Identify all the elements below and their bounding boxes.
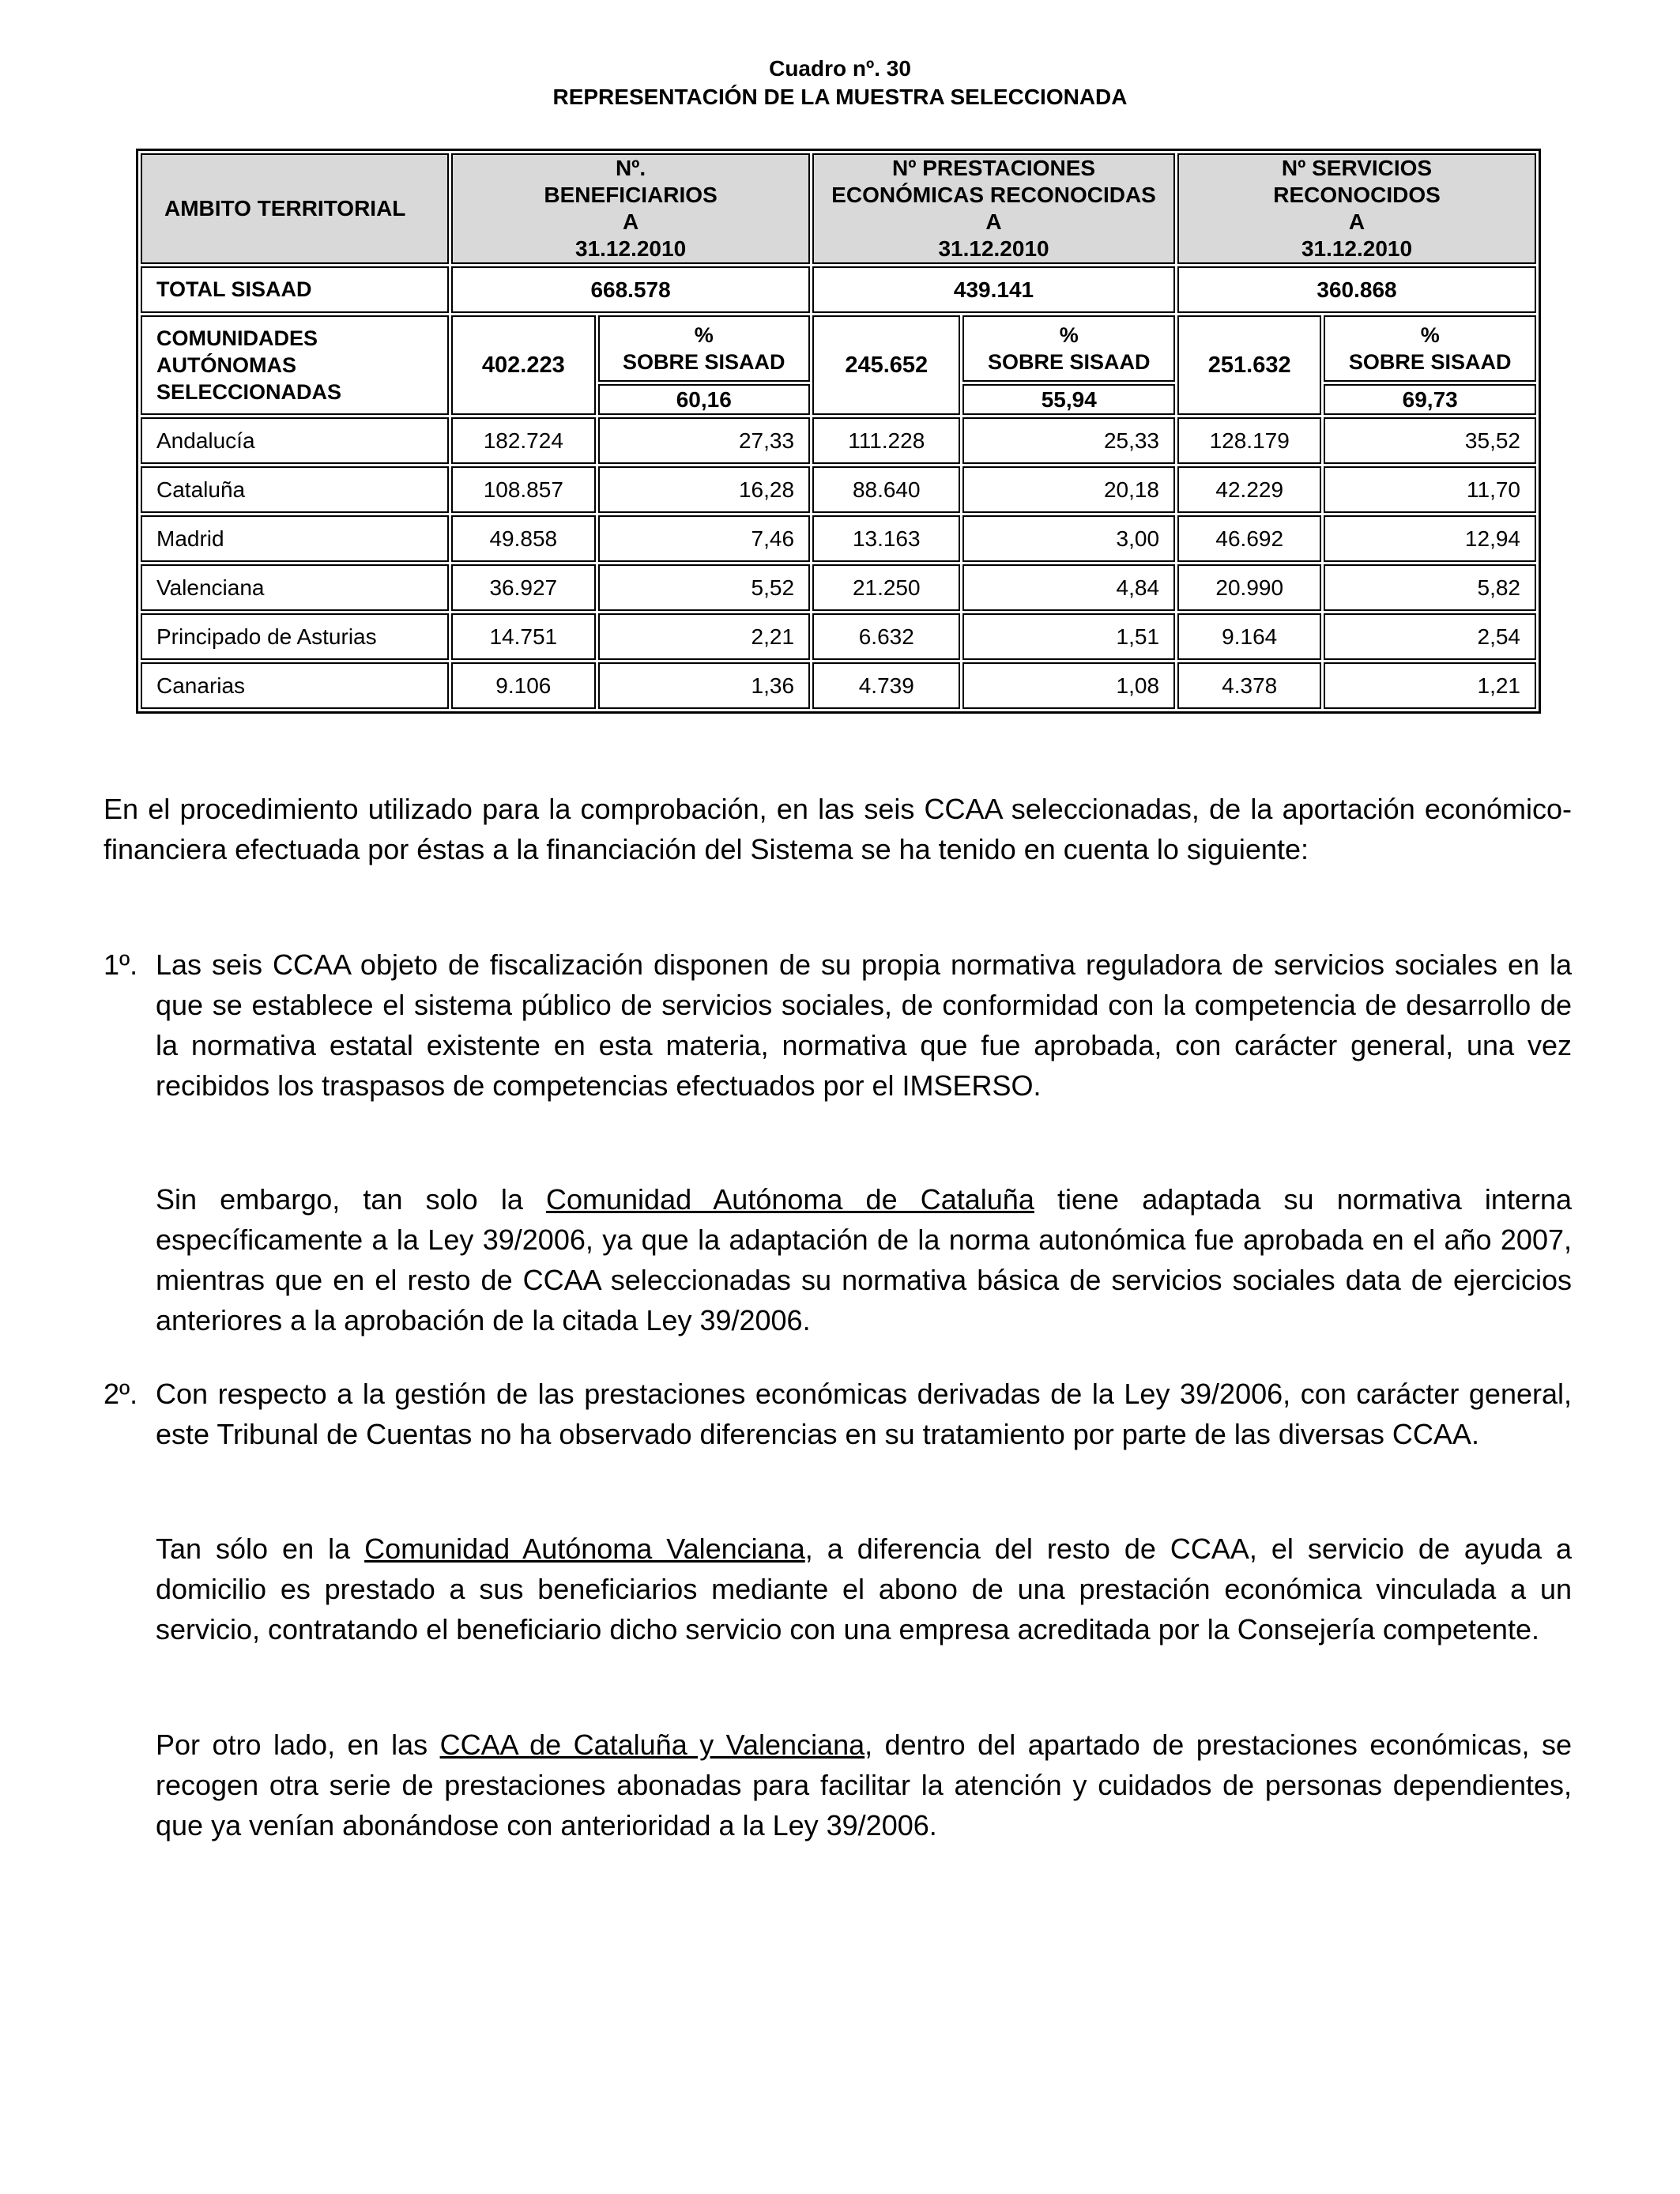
row-name: Principado de Asturias [141,613,449,660]
row-serv-pct: 12,94 [1324,515,1536,562]
total-serv: 360.868 [1177,266,1536,313]
row-prest: 6.632 [812,613,960,660]
sample-table [136,149,1541,714]
row-benef: 182.724 [451,417,595,464]
table-row [141,662,1536,709]
row-prest-pct: 1,08 [962,662,1175,709]
row-prest-pct: 20,18 [962,466,1175,513]
ccaa-serv-pct: 69,73 [1324,384,1536,415]
row-serv-pct: 35,52 [1324,417,1536,464]
row-benef-pct: 7,46 [598,515,811,562]
row-prest-pct: 4,84 [962,564,1175,611]
table-caption-title: REPRESENTACIÓN DE LA MUESTRA SELECCIONADA [552,85,1128,109]
row-prest: 21.250 [812,564,960,611]
row-prest-pct: 1,51 [962,613,1175,660]
row-prest: 88.640 [812,466,960,513]
row-benef: 36.927 [451,564,595,611]
total-label: TOTAL SISAAD [141,266,449,313]
total-row [141,266,1536,313]
row-benef-pct: 1,36 [598,662,811,709]
table-caption-number: Cuadro nº. 30 [769,56,911,81]
ccaa-benef-pct: 60,16 [598,384,811,415]
row-name: Cataluña [141,466,449,513]
intro-paragraph: En el procedimiento utilizado para la comprobación, en las seis CCAA seleccionadas, de la aportación económico-financiera efectuada por éstas a la financiación del Sistema se ha tenido en cuenta lo siguiente: [104,793,1572,865]
row-benef-pct: 16,28 [598,466,811,513]
ccaa-row [141,315,1536,382]
row-serv: 42.229 [1177,466,1321,513]
row-prest: 111.228 [812,417,960,464]
row-serv: 46.692 [1177,515,1321,562]
ccaa-label: COMUNIDADES AUTÓNOMAS SELECCIONADAS [141,315,449,415]
table-row [141,613,1536,660]
header-prestaciones: Nº PRESTACIONES ECONÓMICAS RECONOCIDAS A 31.12.2010 [812,153,1175,264]
header-ambito: AMBITO TERRITORIAL [141,153,449,264]
ccaa-benef: 402.223 [451,315,595,415]
row-serv-pct: 5,82 [1324,564,1536,611]
row-prest: 13.163 [812,515,960,562]
table-row [141,515,1536,562]
paragraph-valenciana: Tan sólo en la Comunidad Autónoma Valenciana, a diferencia del resto de CCAA, el servicio de ayuda a domicilio es prestado a sus beneficiarios mediante el abono de una prestación económica vinculada a un servicio, contratando el beneficiario dicho servicio con una empresa acreditada por la Consejería competente. [156,1532,1572,1646]
list-item-2-number: 2º. [104,1378,138,1410]
link-ccaa-cataluna-valenciana: CCAA de Cataluña y Valenciana [439,1728,865,1761]
row-serv: 9.164 [1177,613,1321,660]
list-item-1-text: Las seis CCAA objeto de fiscalización disponen de su propia normativa reguladora de servicios sociales en la que se establece el sistema público de servicios sociales, de conformidad con la competencia de desarrollo de la normativa estatal existente en esta materia, normativa que fue aprobada, con carácter general, una vez recibidos los traspasos de competencias efectuados por el IMSERSO. [156,948,1572,1102]
header-servicios: Nº SERVICIOS RECONOCIDOS A 31.12.2010 [1177,153,1536,264]
row-benef-pct: 27,33 [598,417,811,464]
row-serv: 20.990 [1177,564,1321,611]
row-serv: 128.179 [1177,417,1321,464]
list-item-2-text: Con respecto a la gestión de las prestaciones económicas derivadas de la Ley 39/2006, con carácter general, este Tribunal de Cuentas no ha observado diferencias en su tratamiento por parte de las diversas CCAA. [156,1378,1572,1450]
paragraph-cataluna: Sin embargo, tan solo la Comunidad Autónoma de Cataluña tiene adaptada su normativa interna específicamente a la Ley 39/2006, ya que la adaptación de la norma autonómica fue aprobada en el año 2007, mientras que en el resto de CCAA seleccionadas su normativa básica de servicios sociales data de ejercicios anteriores a la aprobación de la citada Ley 39/2006. [156,1183,1573,1336]
row-name: Madrid [141,515,449,562]
row-benef-pct: 2,21 [598,613,811,660]
list-item-2 [104,1374,1572,1454]
table-header-row [141,153,1536,264]
row-serv-pct: 1,21 [1324,662,1536,709]
row-name: Andalucía [141,417,449,464]
link-comunidad-cataluna: Comunidad Autónoma de Cataluña [546,1183,1034,1216]
row-name: Valenciana [141,564,449,611]
row-prest-pct: 25,33 [962,417,1175,464]
paragraph-otras-prestaciones: Por otro lado, en las CCAA de Cataluña y Valenciana, dentro del apartado de prestaciones económicas, se recogen otra serie de prestaciones abonadas para facilitar la atención y cuidados de personas dependientes, que ya venían abonándose con anterioridad a la Ley 39/2006. [156,1728,1572,1842]
link-comunidad-valenciana: Comunidad Autónoma Valenciana [364,1532,805,1565]
ccaa-benef-pct-header: % SOBRE SISAAD [598,315,811,382]
header-beneficiarios: Nº. BENEFICIARIOS A 31.12.2010 [451,153,810,264]
total-prest: 439.141 [812,266,1175,313]
ccaa-serv-pct-header: % SOBRE SISAAD [1324,315,1536,382]
row-benef: 108.857 [451,466,595,513]
ccaa-prest-pct: 55,94 [962,384,1175,415]
table-row [141,466,1536,513]
row-benef: 14.751 [451,613,595,660]
ccaa-prest-pct-header: % SOBRE SISAAD [962,315,1175,382]
table-row [141,564,1536,611]
row-prest-pct: 3,00 [962,515,1175,562]
row-benef: 9.106 [451,662,595,709]
list-item-1 [104,944,1572,1106]
ccaa-prest: 245.652 [812,315,960,415]
row-serv: 4.378 [1177,662,1321,709]
row-serv-pct: 2,54 [1324,613,1536,660]
row-benef-pct: 5,52 [598,564,811,611]
row-serv-pct: 11,70 [1324,466,1536,513]
row-benef: 49.858 [451,515,595,562]
table-row [141,417,1536,464]
ccaa-serv: 251.632 [1177,315,1321,415]
row-name: Canarias [141,662,449,709]
row-prest: 4.739 [812,662,960,709]
total-benef: 668.578 [451,266,810,313]
list-item-1-number: 1º. [104,948,138,981]
